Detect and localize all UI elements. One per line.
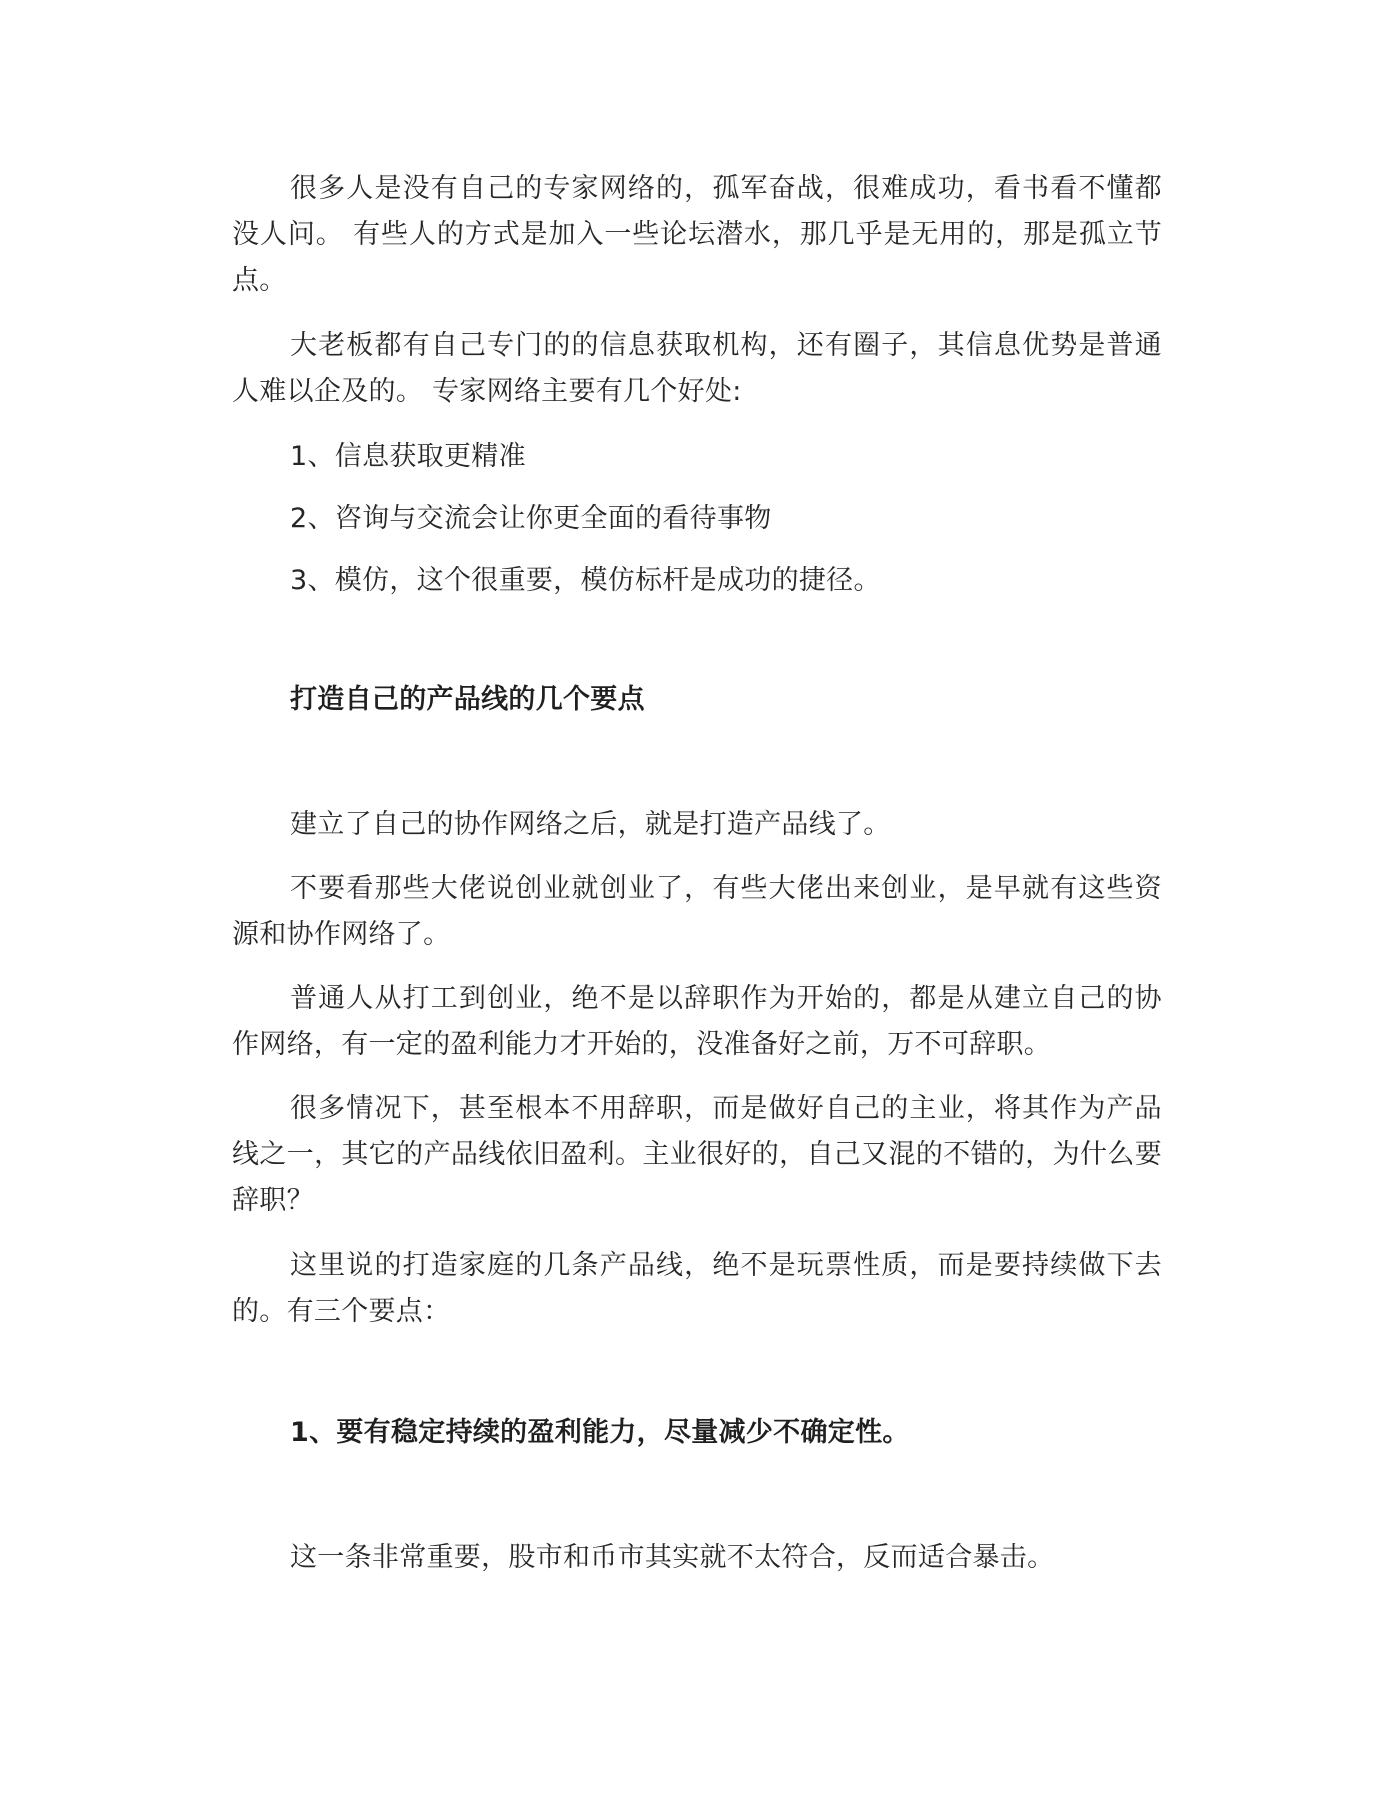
section-heading-stable-profit: 1、要有稳定持续的盈利能力，尽量减少不确定性。: [290, 1417, 910, 1448]
paragraph-ordinary-people: 普通人从打工到创业，绝不是以辞职作为开始的，都是从建立自己的协作网络，有一定的盈利能力才开始的，没准备好之前，万不可辞职。: [232, 983, 1162, 1060]
list-item-2: 2、咨询与交流会让你更全面的看待事物: [290, 503, 772, 534]
paragraph-stock-crypto: 这一条非常重要，股市和币市其实就不太符合，反而适合暴击。: [290, 1542, 1055, 1573]
paragraph-bosses-startup: 不要看那些大佬说创业就创业了，有些大佬出来创业，是早就有这些资源和协作网络了。: [232, 873, 1162, 950]
section-heading-product-line: 打造自己的产品线的几个要点: [290, 684, 645, 715]
paragraph-no-resign: 很多情况下，甚至根本不用辞职，而是做好自己的主业，将其作为产品线之一，其它的产品线依旧盈利。主业很好的，自己又混的不错的，为什么要辞职？: [232, 1093, 1162, 1216]
paragraph-expert-network: 很多人是没有自己的专家网络的，孤军奋战，很难成功，看书看不懂都没人问。 有些人的方式是加入一些论坛潜水，那几乎是无用的，那是孤立节点。: [232, 173, 1162, 296]
paragraph-build-product-line: 建立了自己的协作网络之后，就是打造产品线了。: [290, 809, 891, 840]
list-item-3: 3、模仿，这个很重要，模仿标杆是成功的捷径。: [290, 565, 881, 596]
list-item-1: 1、信息获取更精准: [290, 441, 526, 472]
paragraph-three-points: 这里说的打造家庭的几条产品线，绝不是玩票性质，而是要持续做下去的。有三个要点：: [232, 1250, 1162, 1327]
paragraph-boss-information: 大老板都有自己专门的的信息获取机构，还有圈子，其信息优势是普通人难以企及的。 专家网络主要有几个好处:: [232, 330, 1162, 407]
